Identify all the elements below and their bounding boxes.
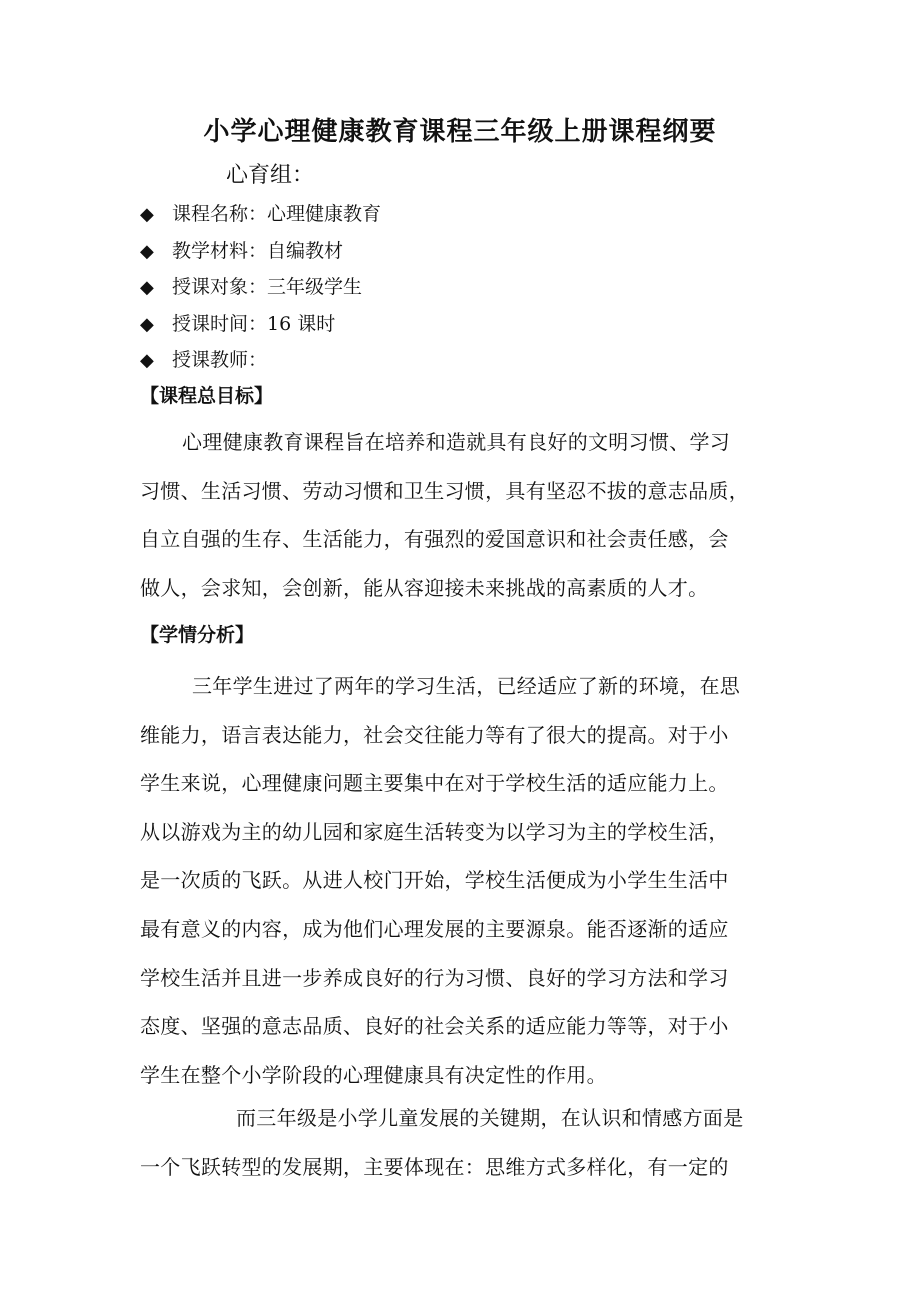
paragraph-line: 从以游戏为主的幼儿园和家庭生活转变为以学习为主的学校生活， bbox=[140, 819, 729, 844]
paragraph-line: 学生在整个小学阶段的心理健康具有决定性的作用。 bbox=[140, 1062, 607, 1087]
paragraph-continuation bbox=[140, 1094, 744, 1191]
paragraph-line: 三年学生进过了两年的学习生活，已经适应了新的环境，在思 bbox=[192, 674, 741, 698]
diamond-bullet-icon: ◆ bbox=[140, 204, 154, 225]
paragraph-goals bbox=[140, 418, 749, 612]
paragraph-line: 心理健康教育课程旨在培养和造就具有良好的文明习惯、学习 bbox=[182, 430, 731, 454]
paragraph-line: 做人，会求知，会创新，能从容迎接未来挑战的高素质的人才。 bbox=[140, 575, 709, 600]
diamond-bullet-icon: ◆ bbox=[140, 277, 154, 298]
info-item-teacher bbox=[140, 342, 381, 379]
course-info-list bbox=[140, 196, 381, 379]
diamond-bullet-icon: ◆ bbox=[140, 313, 154, 335]
paragraph-line: 自立自强的生存、生活能力，有强烈的爱国意识和社会责任感，会 bbox=[140, 527, 729, 552]
info-text: 授课教师： bbox=[172, 349, 268, 371]
paragraph-line: 学校生活并且进一步养成良好的行为习惯、良好的学习方法和学习 bbox=[140, 965, 729, 990]
paragraph-line: 态度、坚强的意志品质、良好的社会关系的适应能力等等，对于小 bbox=[140, 1014, 729, 1039]
paragraph-analysis bbox=[140, 662, 740, 1099]
paragraph-line: 而三年级是小学儿童发展的关键期，在认识和情感方面是 bbox=[236, 1106, 744, 1130]
document-title: 小学心理健康教育课程三年级上册课程纲要 bbox=[203, 117, 717, 147]
paragraph-line: 一个飞跃转型的发展期，主要体现在：思维方式多样化，有一定的 bbox=[140, 1154, 729, 1179]
group-label: 心育组： bbox=[226, 163, 315, 188]
info-text: 教学材料：自编教材 bbox=[172, 239, 344, 262]
info-item-materials bbox=[140, 233, 381, 270]
diamond-bullet-icon: ◆ bbox=[140, 350, 154, 371]
info-item-course-name bbox=[140, 196, 381, 233]
section-heading-goals: 【课程总目标】 bbox=[140, 385, 274, 407]
info-text: 授课对象：三年级学生 bbox=[172, 276, 363, 298]
paragraph-line: 维能力，语言表达能力，社会交往能力等有了很大的提高。对于小 bbox=[140, 722, 729, 747]
paragraph-line: 学生来说，心理健康问题主要集中在对于学校生活的适应能力上。 bbox=[140, 771, 729, 796]
info-text: 授课时间：16 课时 bbox=[172, 312, 336, 335]
paragraph-line: 习惯、生活习惯、劳动习惯和卫生习惯，具有坚忍不拔的意志品质， bbox=[140, 478, 749, 503]
paragraph-line: 最有意义的内容，成为他们心理发展的主要源泉。能否逐渐的适应 bbox=[140, 916, 729, 941]
section-heading-analysis: 【学情分析】 bbox=[140, 624, 255, 646]
diamond-bullet-icon: ◆ bbox=[140, 240, 154, 262]
paragraph-line: 是一次质的飞跃。从进人校门开始，学校生活便成为小学生生活中 bbox=[140, 868, 729, 893]
info-item-hours bbox=[140, 306, 381, 343]
info-text: 课程名称：心理健康教育 bbox=[172, 203, 382, 225]
info-item-audience bbox=[140, 269, 381, 306]
